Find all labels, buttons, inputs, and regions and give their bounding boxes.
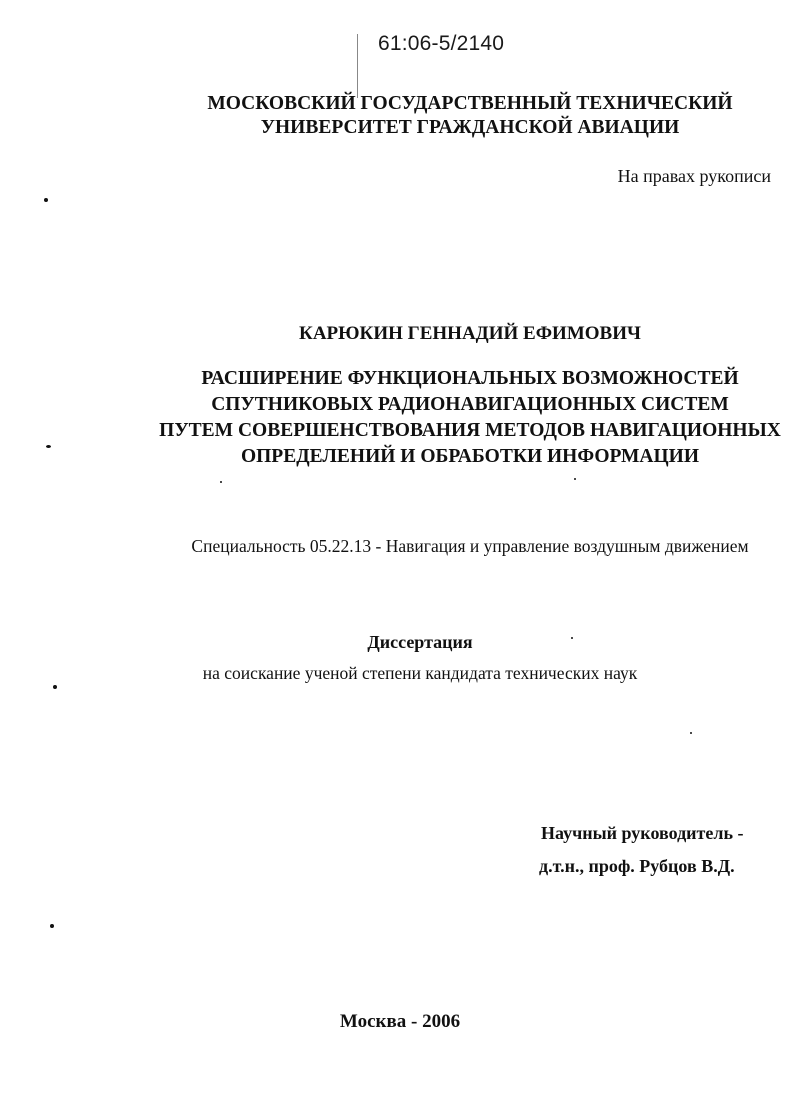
scan-speck — [46, 445, 51, 448]
scan-speck — [574, 478, 576, 480]
rights-note: На правах рукописи — [617, 166, 771, 186]
supervisor-name: д.т.н., проф. Рубцов В.Д. — [539, 856, 735, 876]
university-line-2: УНИВЕРСИТЕТ ГРАЖДАНСКОЙ АВИАЦИИ — [260, 117, 680, 138]
university-name — [150, 92, 790, 140]
scan-speck — [571, 637, 573, 639]
title-line-4: ОПРЕДЕЛЕНИЙ И ОБРАБОТКИ ИНФОРМАЦИИ — [240, 446, 700, 467]
scan-speck — [50, 924, 54, 928]
author-name: КАРЮКИН ГЕННАДИЙ ЕФИМОВИЧ — [299, 323, 641, 344]
supervisor-role: Научный руководитель - — [541, 823, 744, 843]
title-line-3: ПУТЕМ СОВЕРШЕНСТВОВАНИЯ МЕТОДОВ НАВИГАЦИОННЫХ — [159, 420, 781, 441]
title-line-2: СПУТНИКОВЫХ РАДИОНАВИГАЦИОННЫХ СИСТЕМ — [211, 394, 729, 415]
scan-speck — [220, 481, 222, 483]
scan-speck — [690, 732, 692, 734]
dissertation-heading: Диссертация — [367, 632, 473, 652]
stamp-divider — [357, 34, 358, 98]
title-line-1: РАСШИРЕНИЕ ФУНКЦИОНАЛЬНЫХ ВОЗМОЖНОСТЕЙ — [201, 368, 739, 389]
scan-speck — [44, 198, 48, 202]
university-line-1: МОСКОВСКИЙ ГОСУДАРСТВЕННЫЙ ТЕХНИЧЕСКИЙ — [207, 93, 733, 114]
dissertation-title — [150, 366, 790, 470]
specialty: Специальность 05.22.13 - Навигация и управление воздушным движением — [191, 536, 749, 556]
archive-stamp: 61:06-5/2140 — [378, 32, 505, 55]
scan-speck — [53, 685, 57, 689]
degree-line: на соискание ученой степени кандидата технических наук — [202, 663, 638, 683]
place-year: Москва - 2006 — [339, 1011, 461, 1032]
